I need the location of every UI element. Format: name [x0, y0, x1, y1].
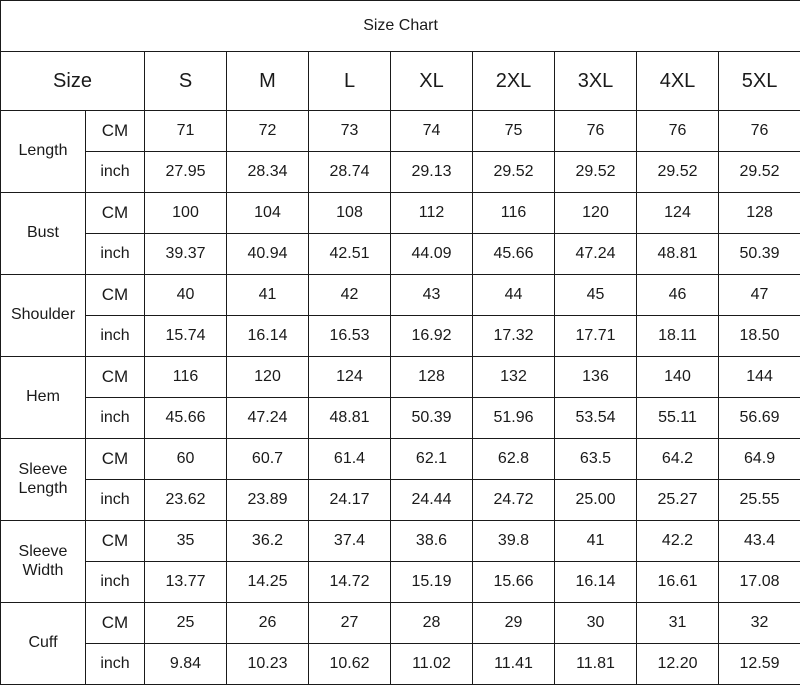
value-cell: 43.4	[719, 521, 800, 562]
value-cell: 16.61	[637, 562, 719, 603]
value-cell: 53.54	[555, 398, 637, 439]
measurement-label: Sleeve Length	[1, 439, 86, 521]
value-cell: 42.51	[309, 234, 391, 275]
unit-label: CM	[86, 275, 145, 316]
value-cell: 18.50	[719, 316, 800, 357]
value-cell: 17.08	[719, 562, 800, 603]
size-header-label: Size	[1, 52, 145, 111]
value-cell: 28.34	[227, 152, 309, 193]
value-cell: 116	[473, 193, 555, 234]
value-cell: 136	[555, 357, 637, 398]
value-cell: 62.1	[391, 439, 473, 480]
value-cell: 60.7	[227, 439, 309, 480]
measurement-row	[1, 193, 800, 234]
measurement-label: Sleeve Width	[1, 521, 86, 603]
measurement-row	[1, 234, 800, 275]
value-cell: 35	[145, 521, 227, 562]
value-cell: 15.74	[145, 316, 227, 357]
size-header-row	[1, 52, 800, 111]
value-cell: 47	[719, 275, 800, 316]
value-cell: 12.59	[719, 644, 800, 685]
value-cell: 32	[719, 603, 800, 644]
value-cell: 24.44	[391, 480, 473, 521]
measurement-row	[1, 398, 800, 439]
value-cell: 140	[637, 357, 719, 398]
measurement-label: Length	[1, 111, 86, 193]
value-cell: 42.2	[637, 521, 719, 562]
value-cell: 29.52	[719, 152, 800, 193]
value-cell: 132	[473, 357, 555, 398]
value-cell: 16.14	[555, 562, 637, 603]
measurement-row	[1, 275, 800, 316]
value-cell: 25.55	[719, 480, 800, 521]
unit-label: CM	[86, 193, 145, 234]
value-cell: 56.69	[719, 398, 800, 439]
value-cell: 104	[227, 193, 309, 234]
value-cell: 46	[637, 275, 719, 316]
value-cell: 18.11	[637, 316, 719, 357]
value-cell: 29.13	[391, 152, 473, 193]
value-cell: 128	[719, 193, 800, 234]
value-cell: 41	[555, 521, 637, 562]
value-cell: 12.20	[637, 644, 719, 685]
value-cell: 25.00	[555, 480, 637, 521]
value-cell: 28.74	[309, 152, 391, 193]
value-cell: 24.72	[473, 480, 555, 521]
value-cell: 15.66	[473, 562, 555, 603]
value-cell: 10.23	[227, 644, 309, 685]
chart-title: Size Chart	[1, 1, 800, 52]
value-cell: 14.72	[309, 562, 391, 603]
unit-label: CM	[86, 603, 145, 644]
value-cell: 25.27	[637, 480, 719, 521]
value-cell: 64.2	[637, 439, 719, 480]
value-cell: 74	[391, 111, 473, 152]
value-cell: 28	[391, 603, 473, 644]
measurement-row	[1, 316, 800, 357]
value-cell: 50.39	[391, 398, 473, 439]
value-cell: 60	[145, 439, 227, 480]
value-cell: 120	[555, 193, 637, 234]
unit-label: inch	[86, 316, 145, 357]
size-header-cell: M	[227, 52, 309, 111]
value-cell: 144	[719, 357, 800, 398]
value-cell: 29.52	[555, 152, 637, 193]
value-cell: 31	[637, 603, 719, 644]
value-cell: 45	[555, 275, 637, 316]
unit-label: inch	[86, 398, 145, 439]
size-header-cell: S	[145, 52, 227, 111]
size-header-cell: 5XL	[719, 52, 800, 111]
measurement-row	[1, 480, 800, 521]
value-cell: 44	[473, 275, 555, 316]
measurement-row	[1, 521, 800, 562]
value-cell: 73	[309, 111, 391, 152]
value-cell: 64.9	[719, 439, 800, 480]
value-cell: 55.11	[637, 398, 719, 439]
measurement-row	[1, 152, 800, 193]
measurement-row	[1, 603, 800, 644]
value-cell: 27	[309, 603, 391, 644]
value-cell: 16.92	[391, 316, 473, 357]
value-cell: 41	[227, 275, 309, 316]
measurement-label: Shoulder	[1, 275, 86, 357]
value-cell: 76	[719, 111, 800, 152]
value-cell: 38.6	[391, 521, 473, 562]
value-cell: 11.81	[555, 644, 637, 685]
measurement-label: Cuff	[1, 603, 86, 685]
value-cell: 116	[145, 357, 227, 398]
value-cell: 25	[145, 603, 227, 644]
size-header-cell: 2XL	[473, 52, 555, 111]
value-cell: 45.66	[145, 398, 227, 439]
size-chart-body	[1, 1, 800, 685]
value-cell: 9.84	[145, 644, 227, 685]
unit-label: CM	[86, 357, 145, 398]
unit-label: CM	[86, 111, 145, 152]
value-cell: 40	[145, 275, 227, 316]
value-cell: 44.09	[391, 234, 473, 275]
value-cell: 48.81	[309, 398, 391, 439]
value-cell: 23.89	[227, 480, 309, 521]
unit-label: inch	[86, 234, 145, 275]
size-header-cell: 3XL	[555, 52, 637, 111]
unit-label: inch	[86, 152, 145, 193]
size-header-cell: XL	[391, 52, 473, 111]
value-cell: 112	[391, 193, 473, 234]
value-cell: 39.37	[145, 234, 227, 275]
value-cell: 36.2	[227, 521, 309, 562]
measurement-row	[1, 562, 800, 603]
value-cell: 39.8	[473, 521, 555, 562]
unit-label: inch	[86, 480, 145, 521]
value-cell: 40.94	[227, 234, 309, 275]
value-cell: 72	[227, 111, 309, 152]
value-cell: 43	[391, 275, 473, 316]
value-cell: 108	[309, 193, 391, 234]
value-cell: 24.17	[309, 480, 391, 521]
measurement-row	[1, 357, 800, 398]
value-cell: 47.24	[227, 398, 309, 439]
value-cell: 17.32	[473, 316, 555, 357]
unit-label: CM	[86, 439, 145, 480]
value-cell: 128	[391, 357, 473, 398]
measurement-row	[1, 644, 800, 685]
value-cell: 16.53	[309, 316, 391, 357]
value-cell: 26	[227, 603, 309, 644]
value-cell: 48.81	[637, 234, 719, 275]
value-cell: 14.25	[227, 562, 309, 603]
value-cell: 76	[637, 111, 719, 152]
value-cell: 45.66	[473, 234, 555, 275]
value-cell: 61.4	[309, 439, 391, 480]
value-cell: 17.71	[555, 316, 637, 357]
value-cell: 29.52	[637, 152, 719, 193]
value-cell: 42	[309, 275, 391, 316]
measurement-label: Hem	[1, 357, 86, 439]
value-cell: 15.19	[391, 562, 473, 603]
unit-label: inch	[86, 562, 145, 603]
value-cell: 11.02	[391, 644, 473, 685]
size-header-cell: 4XL	[637, 52, 719, 111]
value-cell: 16.14	[227, 316, 309, 357]
value-cell: 100	[145, 193, 227, 234]
value-cell: 29	[473, 603, 555, 644]
unit-label: CM	[86, 521, 145, 562]
value-cell: 120	[227, 357, 309, 398]
size-header-cell: L	[309, 52, 391, 111]
value-cell: 27.95	[145, 152, 227, 193]
value-cell: 71	[145, 111, 227, 152]
value-cell: 13.77	[145, 562, 227, 603]
measurement-row	[1, 439, 800, 480]
value-cell: 76	[555, 111, 637, 152]
measurement-row	[1, 111, 800, 152]
value-cell: 10.62	[309, 644, 391, 685]
value-cell: 124	[309, 357, 391, 398]
value-cell: 63.5	[555, 439, 637, 480]
value-cell: 124	[637, 193, 719, 234]
value-cell: 75	[473, 111, 555, 152]
value-cell: 50.39	[719, 234, 800, 275]
value-cell: 11.41	[473, 644, 555, 685]
value-cell: 29.52	[473, 152, 555, 193]
unit-label: inch	[86, 644, 145, 685]
value-cell: 51.96	[473, 398, 555, 439]
measurement-label: Bust	[1, 193, 86, 275]
value-cell: 30	[555, 603, 637, 644]
value-cell: 37.4	[309, 521, 391, 562]
value-cell: 23.62	[145, 480, 227, 521]
value-cell: 62.8	[473, 439, 555, 480]
value-cell: 47.24	[555, 234, 637, 275]
